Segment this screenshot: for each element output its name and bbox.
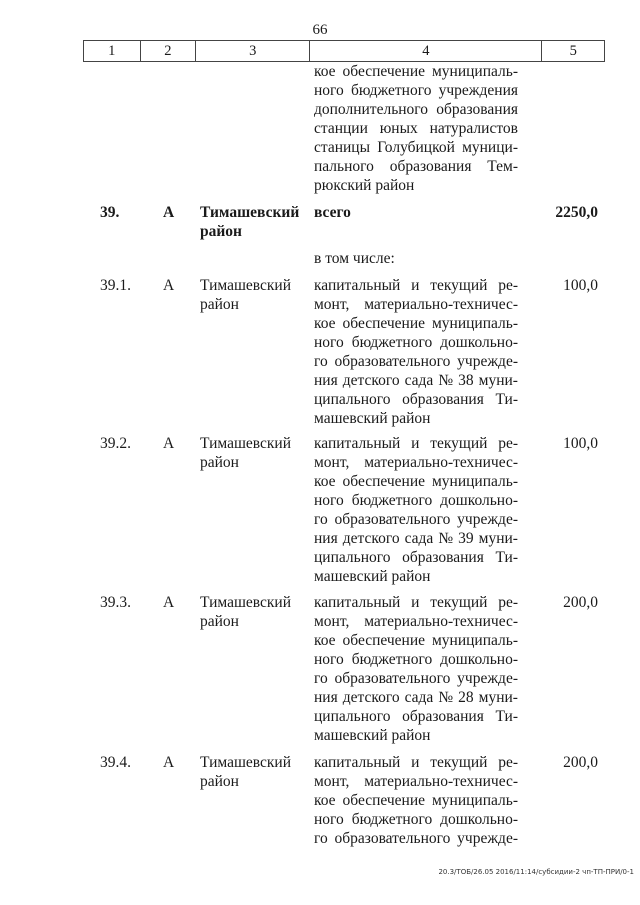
row-description — [314, 593, 518, 745]
desc-line: го образовательного учрежде- — [314, 511, 518, 528]
row-description — [314, 276, 518, 428]
row-description: всего — [314, 204, 351, 221]
row-category: А — [163, 754, 175, 771]
table-header — [83, 40, 605, 62]
desc-line: го образовательного учрежде- — [314, 353, 518, 370]
column-header-4: 4 — [309, 41, 541, 61]
desc-line: станицы Голубицкой муници- — [314, 139, 518, 156]
column-header-3: 3 — [195, 41, 309, 61]
column-header-5: 5 — [541, 41, 605, 61]
desc-line: капитальный и текущий ре- — [314, 754, 518, 771]
desc-line: капитальный и текущий ре- — [314, 435, 518, 452]
desc-line: ния детского сада № 38 муни- — [314, 372, 518, 389]
row-number: 39.2. — [100, 435, 131, 452]
desc-line: ного бюджетного дошкольно- — [314, 492, 518, 509]
desc-line: го образовательного учрежде- — [314, 670, 518, 687]
desc-line: капитальный и текущий ре- — [314, 594, 518, 611]
desc-line: кое обеспечение муниципаль- — [314, 632, 518, 649]
desc-line: кое обеспечение муниципаль- — [314, 473, 518, 490]
row-category: А — [163, 277, 175, 294]
row-district: Тимашевский район — [200, 435, 292, 471]
row-district: Тимашевский район — [200, 594, 292, 630]
column-header-2: 2 — [140, 41, 196, 61]
desc-line: кое обеспечение муниципаль- — [314, 792, 518, 809]
desc-line: монт, материально-техничес- — [314, 296, 518, 313]
desc-line: ного бюджетного дошкольно- — [314, 651, 518, 668]
desc-line: ния детского сада № 39 муни- — [314, 530, 518, 547]
row-district: Тимашевский район — [200, 754, 292, 790]
desc-line: рюкский район — [314, 177, 415, 194]
row-district: Тимашевский район — [200, 277, 292, 313]
desc-line: ципального образования Ти- — [314, 549, 518, 566]
row-category: А — [163, 204, 175, 221]
row-category: А — [163, 435, 175, 452]
desc-line: ния детского сада № 28 муни- — [314, 689, 518, 706]
row-district: Тимашевский район — [200, 204, 300, 240]
desc-line: монт, материально-техничес- — [314, 454, 518, 471]
footer-stamp: 20.3/ТОБ/26.05 2016/11:14/субсидии-2 чп-ТП-ПРИ/0-1 — [438, 868, 634, 876]
desc-line: ного бюджетного дошкольно- — [314, 334, 518, 351]
desc-line: станции юных натуралистов — [314, 120, 518, 137]
row-description — [314, 753, 518, 848]
row-amount: 100,0 — [563, 435, 598, 452]
row-amount: 100,0 — [563, 277, 598, 294]
row-number: 39.3. — [100, 594, 131, 611]
row-number: 39. — [100, 204, 120, 221]
desc-line: монт, материально-техничес- — [314, 773, 518, 790]
subtotal-label: в том числе: — [314, 250, 395, 267]
desc-line: машевский район — [314, 568, 431, 585]
desc-line: пального образования Тем- — [314, 158, 518, 175]
desc-line: дополнительного образования — [314, 101, 518, 118]
row-amount: 200,0 — [563, 594, 598, 611]
row-description — [314, 434, 518, 586]
page-number: 66 — [312, 22, 328, 38]
desc-line: ного бюджетного учреждения — [314, 82, 518, 99]
desc-line: монт, материально-техничес- — [314, 613, 518, 630]
continued-description — [314, 62, 518, 195]
row-amount: 2250,0 — [555, 204, 598, 221]
row-amount: 200,0 — [563, 754, 598, 771]
row-number: 39.4. — [100, 754, 131, 771]
desc-line: кое обеспечение муниципаль- — [314, 63, 518, 80]
desc-line: ципального образования Ти- — [314, 708, 518, 725]
desc-line: ципального образования Ти- — [314, 391, 518, 408]
desc-line: машевский район — [314, 727, 431, 744]
desc-line: кое обеспечение муниципаль- — [314, 315, 518, 332]
row-number: 39.1. — [100, 277, 131, 294]
desc-line: капитальный и текущий ре- — [314, 277, 518, 294]
desc-line: го образовательного учрежде- — [314, 830, 518, 847]
desc-line: машевский район — [314, 410, 431, 427]
desc-line: ного бюджетного дошкольно- — [314, 811, 518, 828]
column-header-1: 1 — [83, 41, 140, 61]
row-category: А — [163, 594, 175, 611]
